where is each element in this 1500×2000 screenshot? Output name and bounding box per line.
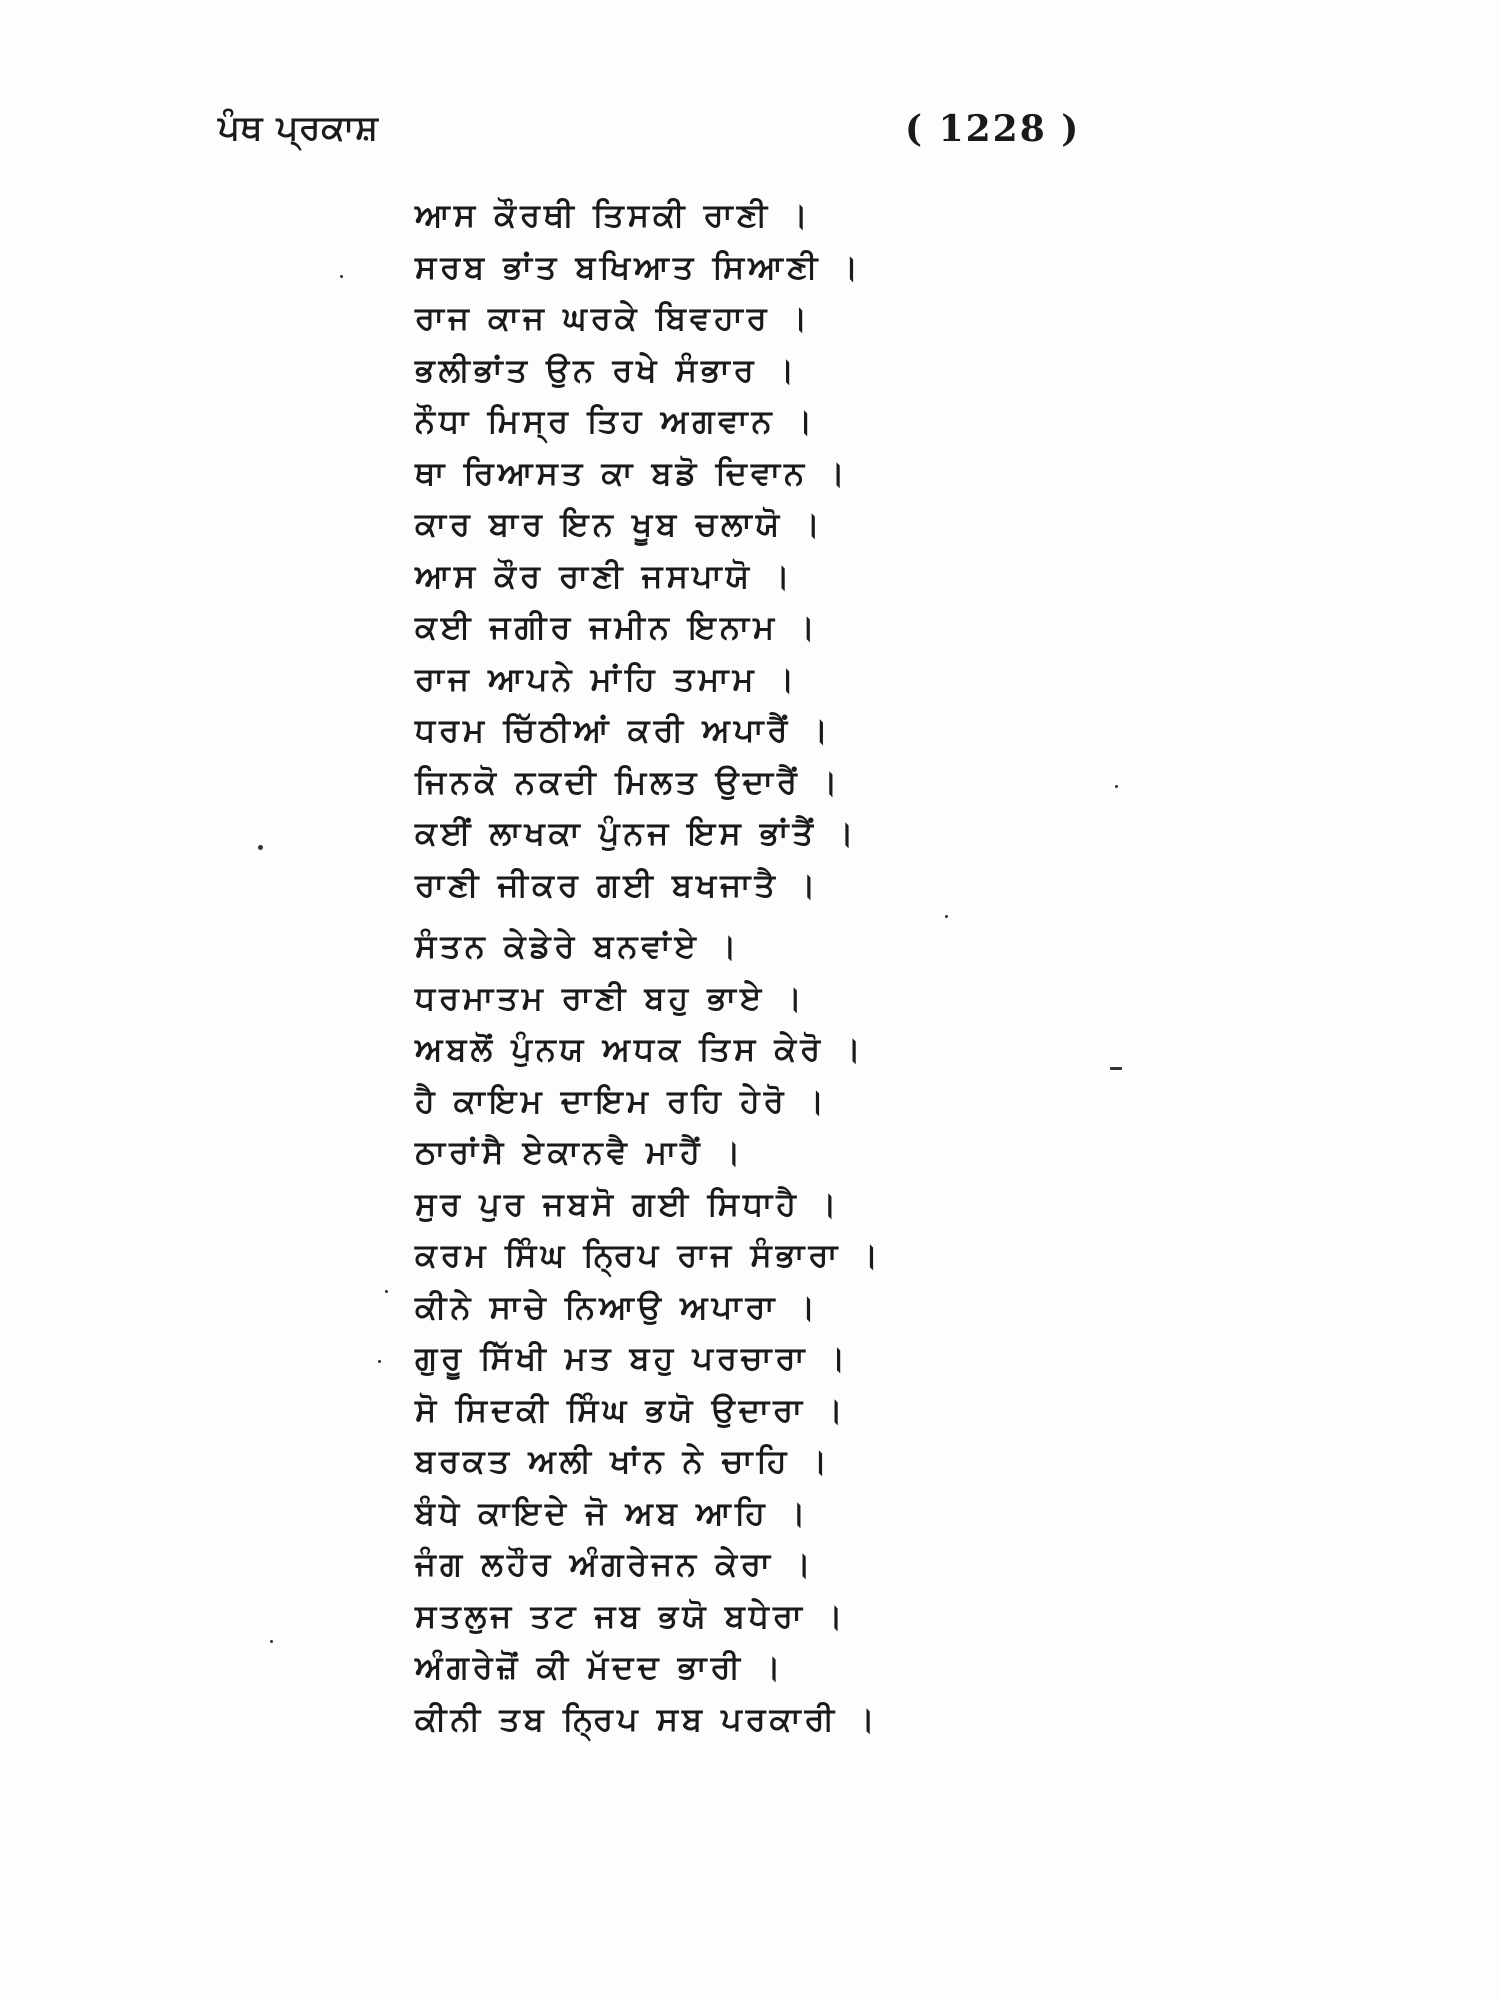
verse-line: ਅਬਲੋਂ ਪੁੰਨਯ ਅਧਕ ਤਿਸ ਕੇਰੋ । [415, 1030, 865, 1068]
verse-line: ਬਰਕਤ ਅਲੀ ਖਾਂਨ ਨੇ ਚਾਹਿ । [415, 1442, 832, 1480]
scan-speck [1110, 1067, 1122, 1070]
verse-line: ਕਾਰ ਬਾਰ ਇਨ ਖੂਬ ਚਲਾਯੋ । [415, 505, 824, 543]
scan-speck [378, 1360, 381, 1363]
scan-speck [1115, 785, 1118, 788]
scan-speck [340, 275, 343, 278]
verse-line: ਸੰਤਨ ਕੇਡੇਰੇ ਬਨਵਾਂਏ । [415, 927, 741, 965]
page-number: ( 1228 ) [905, 108, 1081, 150]
verse-line: ਕਈਂ ਲਾਖਕਾ ਪੁੰਨਜ ਇਸ ਭਾਂਤੈਂ । [415, 814, 858, 852]
verse-line: ਗੁਰੂ ਸਿੱਖੀ ਮਤ ਬਹੁ ਪਰਚਾਰਾ । [415, 1339, 850, 1377]
verse-line: ਧਰਮਾਤਮ ਰਾਣੀ ਬਹੁ ਭਾਏ । [415, 978, 806, 1017]
verse-line: ਕੀਨੀ ਤਬ ਨ੍ਰਿਪ ਸਬ ਪਰਕਾਰੀ । [415, 1699, 879, 1738]
verse-line: ਅੰਗਰੇਜ਼ੋਂ ਕੀ ਮੱਦਦ ਭਾਰੀ । [415, 1648, 785, 1686]
verse-line: ਆਸ ਕੌਰਥੀ ਤਿਸਕੀ ਰਾਣੀ । [415, 196, 812, 234]
verse-line: ਸਰਬ ਭਾਂਤ ਬਖਿਆਤ ਸਿਆਣੀ । [415, 247, 863, 286]
verse-line: ਸੁਰ ਪੁਰ ਜਬਸੋ ਗਈ ਸਿਧਾਹੈ । [415, 1184, 841, 1223]
scan-speck [945, 915, 948, 918]
scan-speck [385, 1290, 388, 1293]
verse-line: ਭਲੀਭਾਂਤ ਉਨ ਰਖੇ ਸੰਭਾਰ । [415, 350, 799, 389]
verse-line: ਜੰਗ ਲਹੌਰ ਅੰਗਰੇਜਨ ਕੇਰਾ । [415, 1545, 815, 1583]
verse-line: ਜਿਨਕੋ ਨਕਦੀ ਮਿਲਤ ਉਦਾਰੈਂ । [415, 762, 842, 801]
verse-line: ਬੰਧੇ ਕਾਇਦੇ ਜੋ ਅਬ ਆਹਿ । [415, 1493, 810, 1532]
scan-speck [258, 845, 263, 850]
verse-block [415, 190, 1055, 1745]
verse-line: ਰਾਜ ਆਪਨੇ ਮਾਂਹਿ ਤਮਾਮ । [415, 659, 799, 698]
verse-line: ਨੌਧਾ ਮਿਸ੍ਰ ਤਿਹ ਅਗਵਾਨ । [415, 402, 817, 440]
verse-line: ਰਾਜ ਕਾਜ ਘਰਕੇ ਬਿਵਹਾਰ । [415, 299, 812, 337]
verse-line: ਕੀਨੇ ਸਾਚੇ ਨਿਆਉ ਅਪਾਰਾ । [415, 1287, 820, 1326]
verse-line: ਸਤਲੁਜ ਤਟ ਜਬ ਭਯੋ ਬਧੇਰਾ । [415, 1596, 847, 1635]
verse-line: ਧਰਮ ਚਿੱਠੀਆਂ ਕਰੀ ਅਪਾਰੈਂ । [415, 711, 833, 749]
verse-line: ਕਈ ਜਗੀਰ ਜਮੀਨ ਇਨਾਮ । [415, 608, 819, 646]
verse-line: ਰਾਣੀ ਜੀਕਰ ਗਈ ਬਖਜਾਤੈ । [415, 865, 820, 904]
verse-line: ਠਾਰਾਂਸੈ ਏਕਾਨਵੈ ਮਾਹੈਂ । [415, 1133, 745, 1171]
running-title: ਪੰਥ ਪ੍ਰਕਾਸ਼ [218, 108, 379, 148]
scan-speck [270, 1640, 273, 1643]
verse-line: ਥਾ ਰਿਆਸਤ ਕਾ ਬਡੋ ਦਿਵਾਨ । [415, 453, 849, 492]
verse-line: ਆਸ ਕੌਰ ਰਾਣੀ ਜਸਪਾਯੋ । [415, 556, 794, 595]
verse-line: ਹੈ ਕਾਇਮ ਦਾਇਮ ਰਹਿ ਹੇਰੋ । [415, 1081, 829, 1120]
verse-line: ਸੋ ਸਿਦਕੀ ਸਿੰਘ ਭਯੋ ਉਦਾਰਾ । [415, 1390, 847, 1429]
verse-line: ਕਰਮ ਸਿੰਘ ਨ੍ਰਿਪ ਰਾਜ ਸੰਭਾਰਾ । [415, 1236, 883, 1274]
